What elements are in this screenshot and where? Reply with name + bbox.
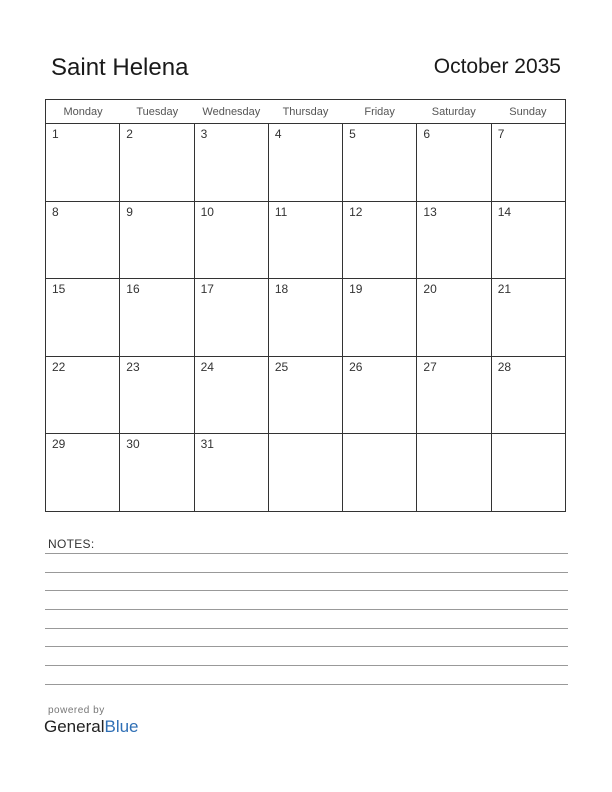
weekday-wednesday: Wednesday [202,106,261,118]
calendar-grid [45,99,566,512]
day-cell: 27 [417,357,491,434]
weekday-thursday: Thursday [282,106,329,118]
day-cell: 15 [46,279,120,356]
note-line [45,665,568,666]
week-row [46,124,565,202]
weekday-header-row [46,100,565,124]
day-cell [492,434,565,511]
day-cell: 18 [269,279,343,356]
note-line [45,553,568,554]
day-cell: 20 [417,279,491,356]
day-cell: 29 [46,434,120,511]
day-cell: 10 [195,202,269,279]
day-cell: 6 [417,124,491,201]
day-cell: 5 [343,124,417,201]
day-cell [343,434,417,511]
day-cell: 12 [343,202,417,279]
brand-blue-text: Blue [104,717,139,736]
day-cell: 16 [120,279,194,356]
day-cell [417,434,491,511]
note-line [45,590,568,591]
day-cell: 11 [269,202,343,279]
week-row [46,279,565,357]
day-cell: 3 [195,124,269,201]
week-row [46,202,565,280]
brand-general-text: General [44,717,105,736]
month-title: October 2035 [433,55,561,78]
note-line [45,609,568,610]
day-cell: 31 [195,434,269,511]
country-title: Saint Helena [51,54,189,81]
day-cell: 14 [497,204,512,219]
day-cell: 26 [343,357,417,434]
day-cell: 1 [46,124,120,201]
day-cell: 21 [497,282,512,297]
notes-label: NOTES: [48,537,95,551]
day-cell [269,434,343,511]
weekday-tuesday: Tuesday [136,106,179,118]
note-line [45,646,568,647]
note-line [45,684,568,685]
day-cell: 7 [497,127,505,141]
weekday-monday: Monday [63,106,103,118]
note-line [45,572,568,573]
weekday-saturday: Saturday [431,106,476,118]
day-cell: 9 [120,202,194,279]
day-cell: 2 [120,124,194,201]
day-cell: 8 [46,202,120,279]
day-cell: 30 [120,434,194,511]
week-row [46,357,565,435]
weekday-sunday: Sunday [509,106,547,118]
day-cell: 24 [195,357,269,434]
day-cell: 25 [269,357,343,434]
generalblue-logo [44,717,139,737]
day-cell: 19 [343,279,417,356]
weekday-friday: Friday [364,106,395,118]
powered-by-text: powered by [48,705,105,716]
day-cell: 23 [120,357,194,434]
week-row [46,434,565,511]
day-cell: 22 [46,357,120,434]
day-cell: 4 [269,124,343,201]
day-cell: 28 [497,359,512,374]
day-cell: 13 [417,202,491,279]
note-line [45,628,568,629]
weeks-container [46,124,565,511]
day-cell: 17 [195,279,269,356]
